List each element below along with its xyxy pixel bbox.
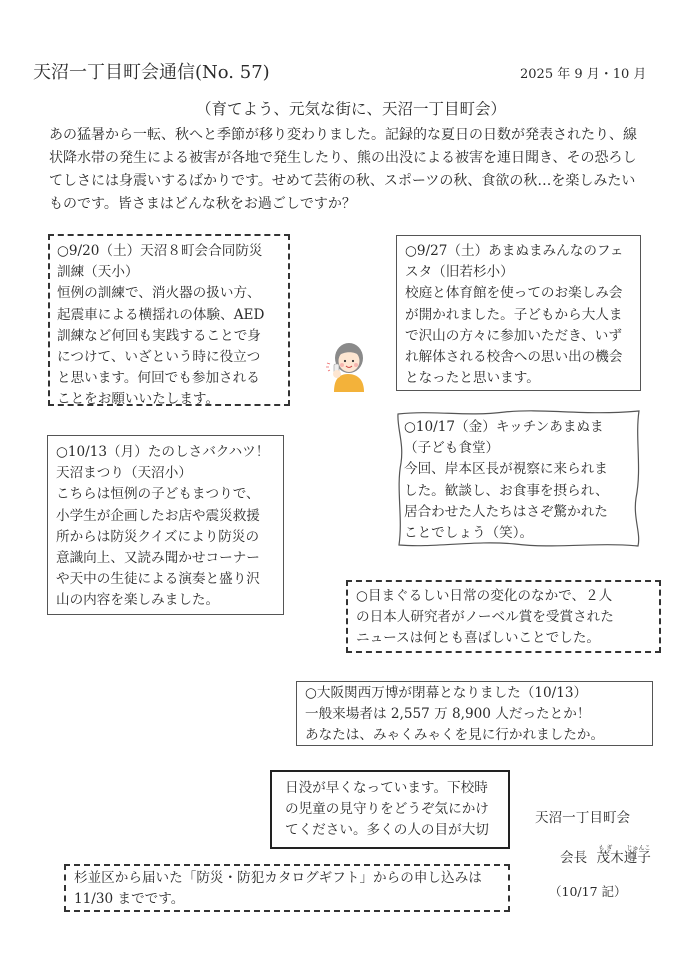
nobel-text xyxy=(356,586,659,650)
box-line: こちらは恒例の子どもまつりで、 xyxy=(56,486,260,503)
box-line: の日本人研究者がノーベル賞を受賞された xyxy=(356,609,614,626)
box-line: （子ども食堂） xyxy=(404,440,500,457)
box-heading: ○10/13（月）たのしさバクハツ！ xyxy=(56,444,270,460)
intro-line: 状降水帯の発生による被害が各地で発生したり、熊の出没による被害を連日聞き、その恐ろし xyxy=(49,150,637,166)
expo-box xyxy=(296,681,653,746)
box-line: 訓練など何回も実践することで身 xyxy=(57,327,261,344)
box-line: が開かれました。子どもから大人ま xyxy=(405,306,623,323)
ruby-mogi: も ぎ xyxy=(598,845,613,852)
box-line: で沢山の方々に参加いただき、いず xyxy=(405,327,622,344)
box-line: 一般来場者は 2,557 万 8,900 人だったとか！ xyxy=(305,706,591,723)
box-line: となったと思います。 xyxy=(405,370,540,387)
gift-text xyxy=(74,868,508,910)
newsletter-title: 天沼一丁目町会通信(No. 57) xyxy=(33,62,270,83)
box-line: 今回、岸本区長が視察に来られま xyxy=(404,461,608,478)
box-line: や天中の生徒による演奏と盛り沢 xyxy=(56,571,260,588)
box-line: ことをお願いいたします。 xyxy=(57,391,220,408)
box-line: 意識向上、又読み聞かせコーナー xyxy=(56,550,260,567)
box-heading: ○9/27（土）あまぬまみんなのフェ xyxy=(405,243,624,259)
box-line: 居合わせた人たちはさぞ驚かれた xyxy=(404,503,608,520)
organization-name: 天沼一丁目町会 xyxy=(535,810,631,826)
box-heading: ○目まぐるしい日常の変化のなかで、２人 xyxy=(356,588,613,604)
box-line: てください。多くの人の目が大切 xyxy=(285,822,489,839)
box-line: の児童の見守りをどうぞ気にかけ xyxy=(285,801,489,818)
box-line: 杉並区から届いた「防災・防犯カタログギフト」からの申し込みは xyxy=(74,870,482,886)
box-line: 天沼まつり（天沼小） xyxy=(56,465,192,482)
catalog-gift-box xyxy=(64,864,510,912)
role-label: 会長 xyxy=(560,850,588,866)
box-line: につけて、いざという時に役立つ xyxy=(57,349,261,366)
slogan: （育てよう、元気な街に、天沼一丁目町会） xyxy=(196,100,507,118)
sunset-text xyxy=(285,778,508,842)
written-date: （10/17 記） xyxy=(549,884,627,899)
box-line: 小学生が企画したお店や震災救援 xyxy=(56,507,260,524)
kitchen-text xyxy=(404,417,643,544)
matsuri-text xyxy=(56,442,283,612)
box-line: 所からは防災クイズにより防災の xyxy=(56,528,260,545)
box-line: 訓練（天小） xyxy=(57,264,139,281)
box-line: 校庭と体育館を使ってのお楽しみ会 xyxy=(405,285,623,302)
festa-box xyxy=(396,235,641,391)
ruby-junko: じゅんこ xyxy=(626,845,651,852)
box-line: れ解体される校舎への思い出の機会 xyxy=(405,349,623,366)
box-heading: ○大阪関西万博が閉幕となりました（10/13） xyxy=(305,685,588,701)
sunset-notice-box xyxy=(270,770,510,849)
box-heading: ○9/20（土）天沼８町会合同防災 xyxy=(57,243,263,259)
kitchen-box xyxy=(395,408,643,550)
nobel-box xyxy=(346,580,661,653)
box-heading: ○10/17（金）キッチンあまぬま xyxy=(404,419,604,435)
chairperson-name: 茂木遵子 xyxy=(596,850,651,866)
chairperson xyxy=(560,846,651,866)
box-line: ニュースは何とも喜ばしいことでした。 xyxy=(356,630,601,647)
box-line: 日没が早くなっています。下校時 xyxy=(285,780,488,796)
box-line: 起震車による横揺れの体験、AED xyxy=(57,306,265,323)
festa-text xyxy=(405,241,640,389)
intro-line: てしさには身震いするばかりです。せめて芸術の秋、スポーツの秋、食欲の秋…を楽しみたい xyxy=(49,173,636,189)
box-line: と思います。何回でも参加される xyxy=(57,370,260,387)
box-line: あなたは、みゃくみゃくを見に行かれましたか。 xyxy=(305,727,605,744)
matsuri-box xyxy=(47,435,284,615)
drill-text xyxy=(57,241,288,411)
disaster-drill-box xyxy=(48,234,290,406)
box-line: 恒例の訓練で、消火器の扱い方、 xyxy=(57,285,261,302)
intro-line: ものです。皆さまはどんな秋をお過ごしですか？ xyxy=(49,196,356,212)
woman-on-phone-icon xyxy=(322,336,374,392)
box-line: した。歓談し、お食事を摂られ、 xyxy=(404,482,609,499)
box-line: ことでしょう（笑）。 xyxy=(404,525,534,542)
box-line: 11/30 までです。 xyxy=(74,891,185,908)
expo-text xyxy=(305,683,652,747)
issue-date: 2025 年 9 月・10 月 xyxy=(520,67,647,82)
box-line: 山の内容を楽しみました。 xyxy=(56,592,220,609)
intro-line: あの猛暑から一転、秋へと季節が移り変わりました。記録的な夏日の日数が発表されたり、線 xyxy=(49,127,637,143)
chairperson-name-wrap xyxy=(596,845,651,866)
intro-paragraph xyxy=(49,124,637,216)
box-line: スタ（旧若杉小） xyxy=(405,264,514,281)
